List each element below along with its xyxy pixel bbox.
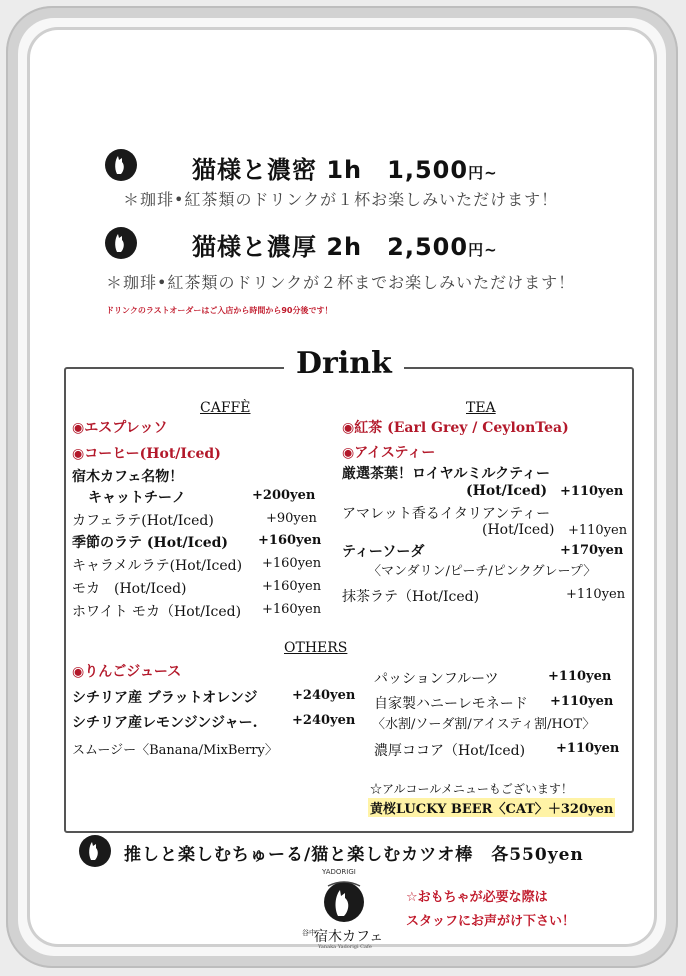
caffe-item-name: ホワイト モカ（Hot/Iced) <box>72 604 242 620</box>
caffe-item-name: カフェラテ(Hot/Iced) <box>72 513 214 529</box>
caffe-item-name: モカ (Hot/Iced) <box>72 581 187 597</box>
plan-1-title: 猫様と濃密 1h 1,500円~ <box>192 156 498 184</box>
logo-prefix: 谷中 <box>302 929 316 937</box>
logo-name: 宿木カフェ <box>314 929 384 945</box>
cat-icon <box>78 834 112 868</box>
others-item-price: +110yen <box>550 694 614 709</box>
tea-item-name: (Hot/Iced) <box>482 522 555 538</box>
toy-notice-line-2: スタッフにお声がけ下さい！ <box>406 914 576 929</box>
coffee-label: ◉コーヒー(Hot/Iced) <box>72 446 221 462</box>
others-item-name: シチリア産レモンジンジャー. <box>72 715 258 731</box>
black-tea-label: ◉紅茶 (Earl Grey / CeylonTea) <box>342 420 569 436</box>
caffe-item-price: +160yen <box>258 533 322 548</box>
caffe-item-name: 季節のラテ (Hot/Iced) <box>72 535 229 551</box>
caffe-item-price: +90yen <box>266 511 317 526</box>
caffe-item-price: +160yen <box>262 602 322 617</box>
others-item-price: +110yen <box>556 741 620 756</box>
cat-icon <box>104 148 138 182</box>
tea-item-name: ティーソーダ <box>342 544 425 560</box>
apple-juice-label: ◉りんごジュース <box>72 664 182 680</box>
tea-item-name: アマレット香るイタリアンティー <box>342 506 551 522</box>
others-item-name: 濃厚ココア（Hot/Iced) <box>374 743 526 759</box>
others-item-name: シチリア産 ブラットオレンジ <box>72 690 258 706</box>
plan-2-title: 猫様と濃厚 2h 2,500円~ <box>192 233 498 261</box>
caffe-item-name: 宿木カフェ名物！ <box>72 469 184 485</box>
others-item-name: 自家製ハニーレモネード <box>374 696 528 712</box>
logo-subtext: Yanaka Yadorigi Cafe <box>318 944 372 950</box>
last-order-note: ドリンクのラストオーダーはご入店から時間から90分後です！ <box>106 306 333 315</box>
caffe-heading: CAFFÈ <box>200 400 251 416</box>
others-item-name: スムージー〈Banana/MixBerry〉 <box>72 743 278 758</box>
tea-item-price: +110yen <box>566 587 626 602</box>
espresso-label: ◉エスプレッソ <box>72 420 168 436</box>
caffe-item-price: +200yen <box>252 488 316 503</box>
plan-1-note: ＊珈琲•紅茶類のドリンクが１杯お楽しみいただけます！ <box>123 190 559 209</box>
drink-heading: Drink <box>284 346 404 381</box>
others-item-price: +240yen <box>292 713 356 728</box>
tea-item-price: +110yen <box>560 484 624 499</box>
tea-item-price: +170yen <box>560 543 624 558</box>
others-item-name: 〈水割/ソーダ割/アイスティ割/HOT〉 <box>372 717 596 732</box>
tea-item-name: 厳選茶葉！ロイヤルミルクティー <box>342 466 551 482</box>
plan-2-note: ＊珈琲•紅茶類のドリンクが２杯までお楽しみいただけます！ <box>106 273 576 292</box>
caffe-item-name: キャラメルラテ(Hot/Iced) <box>72 558 243 574</box>
logo-cat-icon <box>320 878 368 926</box>
others-item-name: パッションフルーツ <box>374 671 499 687</box>
tea-heading: TEA <box>466 400 496 416</box>
caffe-item-price: +160yen <box>262 579 322 594</box>
others-heading: OTHERS <box>284 640 348 656</box>
alcohol-note: ☆アルコールメニューもございます！ <box>370 782 573 796</box>
treats-offer: 推しと楽しむちゅーる/猫と楽しむカツオ棒 各550yen <box>124 845 584 865</box>
cat-icon <box>104 226 138 260</box>
caffe-item-price: +160yen <box>262 556 322 571</box>
tea-item-name: 〈マンダリン/ピーチ/ピンクグレープ〉 <box>368 564 597 579</box>
toy-notice-line-1: ☆おもちゃが必要な際は <box>406 890 548 905</box>
others-item-price: +110yen <box>548 669 612 684</box>
tea-item-name: (Hot/Iced) <box>466 483 548 499</box>
iced-tea-label: ◉アイスティー <box>342 445 436 461</box>
cafe-logo <box>294 868 394 954</box>
others-item-price: +240yen <box>292 688 356 703</box>
logo-top-text: YADORIGI <box>322 868 356 876</box>
caffe-item-name: キャットチーノ <box>88 490 186 506</box>
tea-item-price: +110yen <box>568 523 628 538</box>
tea-item-name: 抹茶ラテ（Hot/Iced) <box>342 589 480 605</box>
lucky-beer-item: 黄桜LUCKY BEER〈CAT〉＋320yen <box>368 798 615 817</box>
